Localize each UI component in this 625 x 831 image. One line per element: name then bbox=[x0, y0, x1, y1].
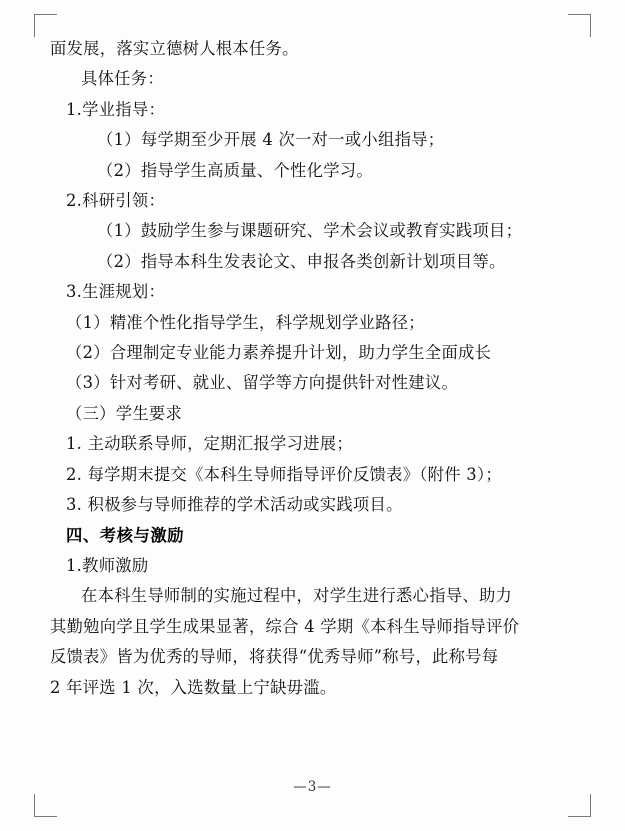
paragraph-line: 1.教师激励 bbox=[66, 555, 149, 575]
section-heading: 四、考核与激励 bbox=[66, 525, 185, 545]
paragraph-line: （2）指导学生高质量、个性化学习。 bbox=[97, 160, 373, 180]
paragraph-line: 在本科生导师制的实施过程中，对学生进行悉心指导、助力 bbox=[81, 586, 513, 606]
paragraph-line: 面发展，落实立德树人根本任务。 bbox=[50, 39, 299, 58]
paragraph-line: 2. 每学期末提交《本科生导师指导评价反馈表》（附件 3）； bbox=[66, 464, 502, 484]
paragraph-line: 2.科研引领： bbox=[66, 191, 166, 211]
document-body bbox=[50, 34, 578, 703]
paragraph-line: （1）鼓励学生参与课题研究、学术会议或教育实践项目； bbox=[97, 221, 523, 241]
paragraph-line: （3）针对考研、就业、留学等方向提供针对性建议。 bbox=[66, 373, 459, 393]
page-number: —3— bbox=[293, 779, 332, 795]
paragraph-line: 1.学业指导： bbox=[66, 99, 166, 119]
paragraph-line: （三）学生要求 bbox=[66, 403, 183, 423]
paragraph-line: 反馈表》皆为优秀的导师，将获得“优秀导师”称号，此称号每 bbox=[50, 647, 499, 667]
paragraph-line: （1）精准个性化指导学生，科学规划学业路径； bbox=[66, 312, 425, 332]
paragraph-line: 具体任务： bbox=[81, 69, 164, 89]
paragraph-line: （2）指导本科生发表论文、申报各类创新计划项目等。 bbox=[97, 251, 506, 271]
paragraph-line: （1）每学期至少开展 4 次一对一或小组指导； bbox=[97, 130, 445, 150]
paragraph-line: （2）合理制定专业能力素养提升计划，助力学生全面成长 bbox=[66, 343, 492, 363]
crop-mark-bottom-right bbox=[568, 794, 591, 817]
paragraph-line: 3.生涯规划： bbox=[66, 282, 166, 302]
crop-mark-bottom-left bbox=[34, 794, 57, 817]
paragraph-line: 2 年评选 1 次，入选数量上宁缺毋滥。 bbox=[50, 677, 337, 697]
paragraph-line: 1. 主动联系导师，定期汇报学习进展； bbox=[66, 434, 353, 454]
paragraph-line: 其勤勉向学且学生成果显著，综合 4 学期《本科生导师指导评价 bbox=[50, 616, 520, 636]
paragraph-line: 3. 积极参与导师推荐的学术活动或实践项目。 bbox=[66, 495, 403, 515]
